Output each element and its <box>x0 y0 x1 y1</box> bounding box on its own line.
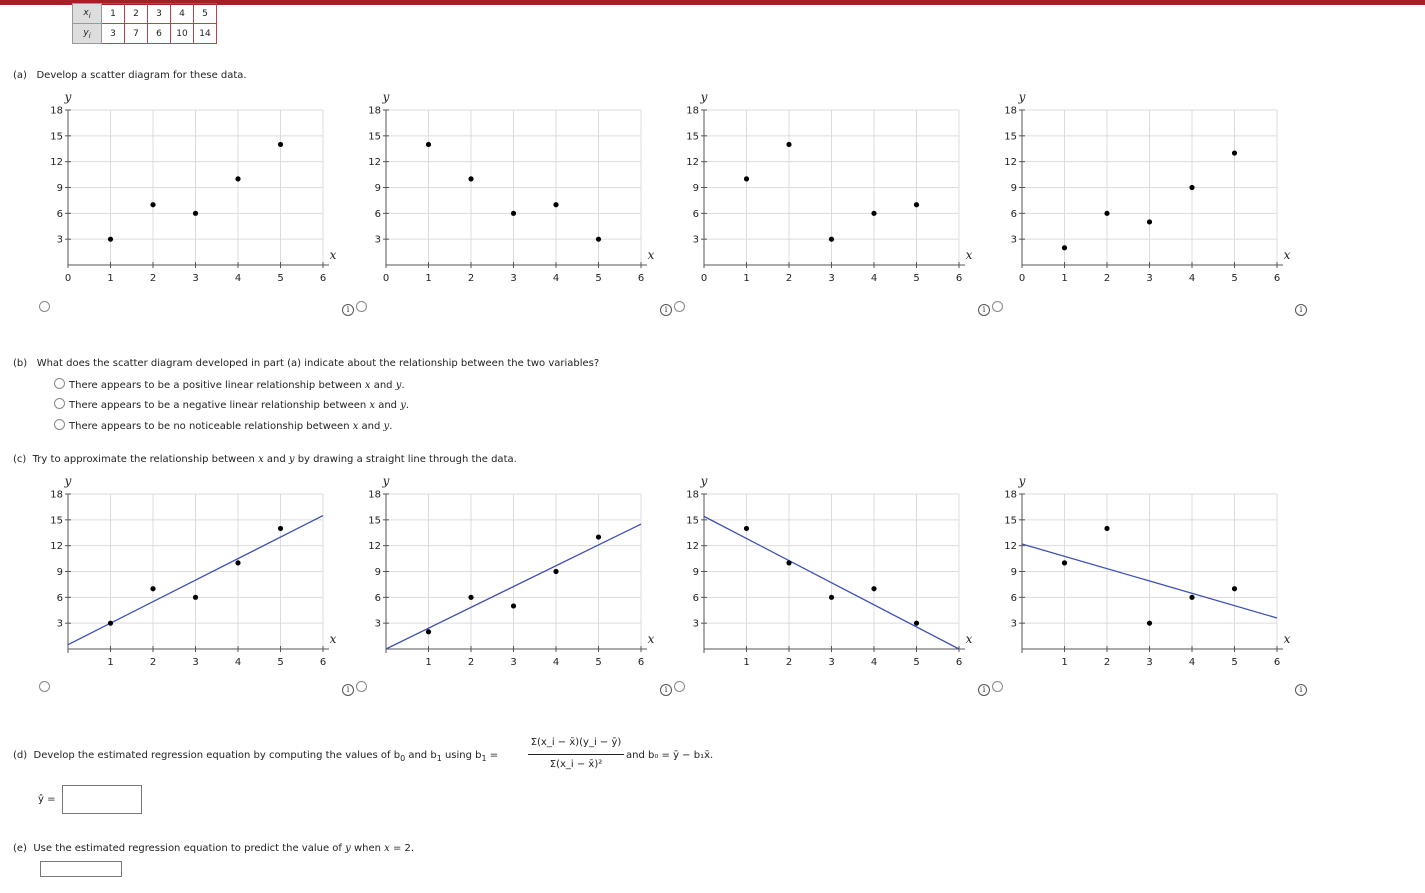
y-tick-label: 3 <box>56 234 63 246</box>
y-tick-label: 9 <box>56 183 63 194</box>
x-tick-label: 4 <box>552 273 560 284</box>
data-point <box>426 629 431 634</box>
y-tick-label: 15 <box>686 131 699 143</box>
x-tick-label: 2 <box>149 273 157 284</box>
option-text: and <box>358 421 384 432</box>
x-tick-label: 1 <box>107 273 114 284</box>
y-cell: 10 <box>171 24 194 44</box>
data-point <box>426 142 431 147</box>
scatter-chart-a4 <box>984 88 1304 288</box>
x-tick-label: 3 <box>1146 657 1153 668</box>
x-tick-label: 6 <box>319 657 327 668</box>
x-tick-label: 6 <box>637 273 645 284</box>
x-tick-label: 6 <box>955 273 963 284</box>
data-point <box>468 595 473 600</box>
part-a-question <box>13 70 247 81</box>
radio-button[interactable] <box>54 398 65 409</box>
data-point <box>829 595 834 600</box>
regression-equation-input[interactable] <box>62 785 142 814</box>
y-cell: 6 <box>148 24 171 44</box>
data-point <box>193 211 198 216</box>
x-tick-label: 6 <box>1273 657 1281 668</box>
x-tick-label: 1 <box>743 657 750 668</box>
data-point <box>150 202 155 207</box>
data-point <box>1189 185 1194 190</box>
data-point <box>193 595 198 600</box>
y-tick-label: 9 <box>692 183 699 194</box>
formula-denominator: Σ(x_i − x̄)² <box>549 759 603 770</box>
data-point <box>1189 595 1194 600</box>
part-a-option-1-radio[interactable] <box>39 301 50 312</box>
y-cell: 7 <box>125 24 148 44</box>
option-text: . <box>389 421 393 432</box>
y-tick-label: 3 <box>1010 234 1017 246</box>
y-axis-label: y <box>382 90 390 104</box>
part-c-option-2-radio[interactable] <box>356 681 367 692</box>
option-text: There appears to be no noticeable relationship between <box>69 421 353 432</box>
y-tick-label: 18 <box>686 105 699 117</box>
info-icon[interactable]: i <box>660 684 672 696</box>
x-tick-label: 4 <box>1188 273 1196 284</box>
y-tick-label: 9 <box>1010 183 1017 194</box>
data-point <box>1232 586 1237 591</box>
part-c-option-3-radio[interactable] <box>674 681 685 692</box>
y-tick-label: 9 <box>56 567 63 578</box>
data-point <box>744 176 749 181</box>
y-tick-label: 15 <box>1004 131 1017 143</box>
yhat-label: ŷ = <box>38 794 56 805</box>
y-tick-label: 9 <box>692 567 699 578</box>
info-icon[interactable]: i <box>978 684 990 696</box>
part-a-option-2-radio[interactable] <box>356 301 367 312</box>
data-point <box>1062 560 1067 565</box>
option-text: and <box>370 380 396 391</box>
y-tick-label: 6 <box>692 208 699 220</box>
x-tick-label: 3 <box>828 273 835 284</box>
data-point <box>1232 150 1237 155</box>
option-text: There appears to be a positive linear relationship between <box>69 380 365 391</box>
x-tick-label: 5 <box>595 657 602 668</box>
x-tick-label: 1 <box>425 657 432 668</box>
y-tick-label: 15 <box>50 515 63 527</box>
part-e-var-y: y <box>345 843 351 854</box>
y-tick-label: 15 <box>368 515 381 527</box>
x-cell: 1 <box>102 4 125 24</box>
x-row <box>73 4 217 24</box>
part-c-question <box>13 454 517 465</box>
subscript: 1 <box>436 754 442 763</box>
scatter-chart-a2 <box>348 88 668 288</box>
part-c-var-y: y <box>288 454 295 465</box>
scatter-chart-a3 <box>666 88 986 288</box>
option-text: There appears to be a negative linear relationship between <box>69 400 370 411</box>
x-tick-label: 4 <box>234 273 242 284</box>
x-axis-label: x <box>1283 248 1291 262</box>
x-tick-label: 2 <box>785 273 793 284</box>
part-d-text: Develop the estimated regression equation by computing the values of b <box>33 750 401 761</box>
data-table <box>72 3 217 44</box>
y-tick-label: 6 <box>1010 592 1017 604</box>
part-a-text: Develop a scatter diagram for these data. <box>36 70 247 81</box>
part-d-question <box>13 750 498 763</box>
data-point <box>108 621 113 626</box>
x-tick-label: 6 <box>955 657 963 668</box>
line-chart-c1 <box>30 472 350 672</box>
y-header: $y_i$ <box>73 24 102 44</box>
data-point <box>786 560 791 565</box>
y-axis-label: y <box>1018 474 1026 488</box>
data-point <box>596 534 601 539</box>
option-var-y: y <box>400 400 406 411</box>
data-point <box>596 237 601 242</box>
x-tick-label: 2 <box>1103 273 1111 284</box>
x-axis-label: x <box>329 632 337 646</box>
radio-button[interactable] <box>54 378 65 389</box>
x-axis-label: x <box>329 248 337 262</box>
x-tick-label: 4 <box>1188 657 1196 668</box>
x-tick-label: 5 <box>277 657 284 668</box>
x-tick-label: 2 <box>467 273 475 284</box>
line-chart-c2 <box>348 472 668 672</box>
data-point <box>511 603 516 608</box>
info-icon[interactable]: i <box>342 304 354 316</box>
data-point <box>553 202 558 207</box>
line-chart-c4 <box>984 472 1304 672</box>
x-tick-label: 3 <box>510 273 517 284</box>
y-axis-label: y <box>64 474 72 488</box>
x-tick-label: 1 <box>107 657 114 668</box>
data-point <box>744 526 749 531</box>
x-tick-label: 1 <box>1061 273 1068 284</box>
x-tick-label: 2 <box>149 657 157 668</box>
part-b-option-positive[interactable] <box>54 378 405 391</box>
x-tick-label: 4 <box>234 657 242 668</box>
data-point <box>1104 211 1109 216</box>
x-tick-label: 0 <box>382 273 390 284</box>
x-axis-label: x <box>647 632 655 646</box>
y-tick-label: 15 <box>50 131 63 143</box>
data-point <box>1104 526 1109 531</box>
x-tick-label: 6 <box>319 273 327 284</box>
x-tick-label: 2 <box>1103 657 1111 668</box>
data-point <box>1147 219 1152 224</box>
x-tick-label: 4 <box>870 273 878 284</box>
part-e-var-x: x <box>384 843 390 854</box>
option-text: . <box>401 380 405 391</box>
x-axis-label: x <box>1283 632 1291 646</box>
y-tick-label: 9 <box>374 183 381 194</box>
y-tick-label: 18 <box>50 105 63 117</box>
x-tick-label: 5 <box>595 273 602 284</box>
data-point <box>553 569 558 574</box>
part-c-text: and <box>263 454 289 465</box>
data-point <box>1062 245 1067 250</box>
data-point <box>786 142 791 147</box>
x-cell: 3 <box>148 4 171 24</box>
part-c-option-4-radio[interactable] <box>992 681 1003 692</box>
data-point <box>1147 621 1152 626</box>
option-var-x: x <box>364 380 371 391</box>
x-tick-label: 6 <box>1273 273 1281 284</box>
x-tick-label: 4 <box>552 657 560 668</box>
prediction-input[interactable] <box>40 861 122 877</box>
part-d-text: and b <box>405 750 437 761</box>
y-tick-label: 18 <box>368 489 381 501</box>
part-c-var-x: x <box>258 454 264 465</box>
x-tick-label: 3 <box>828 657 835 668</box>
part-b-text: What does the scatter diagram developed in part (a) indicate about the relationship between the two variables? <box>36 358 600 369</box>
part-d-label: (d) <box>13 750 28 761</box>
option-var-x: x <box>352 421 359 432</box>
y-axis-label: y <box>700 474 708 488</box>
data-point <box>871 211 876 216</box>
y-tick-label: 3 <box>56 618 63 630</box>
y-tick-label: 12 <box>50 157 63 169</box>
y-tick-label: 18 <box>686 489 699 501</box>
x-tick-label: 0 <box>700 273 708 284</box>
x-tick-label: 3 <box>510 657 517 668</box>
part-e-text: when <box>350 843 385 854</box>
x-tick-label: 5 <box>913 273 920 284</box>
y-tick-label: 3 <box>1010 618 1017 630</box>
part-e-text: = 2. <box>389 843 415 854</box>
x-tick-label: 4 <box>870 657 878 668</box>
x-tick-label: 3 <box>192 657 199 668</box>
x-header: $x_i$ <box>73 4 102 24</box>
part-d-text: = <box>486 750 499 761</box>
info-icon[interactable]: i <box>1295 684 1307 696</box>
y-tick-label: 18 <box>1004 105 1017 117</box>
x-cell: 4 <box>171 4 194 24</box>
data-point <box>829 237 834 242</box>
part-a-option-3-radio[interactable] <box>674 301 685 312</box>
part-b-option-none[interactable] <box>54 419 392 432</box>
x-tick-label: 0 <box>1018 273 1026 284</box>
x-tick-label: 2 <box>467 657 475 668</box>
part-a-label: (a) <box>13 70 27 81</box>
y-tick-label: 15 <box>1004 515 1017 527</box>
data-point <box>235 176 240 181</box>
info-icon[interactable]: i <box>978 304 990 316</box>
x-axis-label: x <box>965 248 973 262</box>
y-axis-label: y <box>1018 90 1026 104</box>
y-tick-label: 6 <box>374 208 381 220</box>
x-tick-label: 2 <box>785 657 793 668</box>
line-chart-c3 <box>666 472 986 672</box>
option-var-y: y <box>383 421 390 432</box>
y-tick-label: 3 <box>374 618 381 630</box>
y-tick-label: 12 <box>368 541 381 553</box>
radio-button[interactable] <box>54 419 65 430</box>
option-var-y: y <box>395 380 402 391</box>
option-var-x: x <box>369 400 376 411</box>
y-tick-label: 12 <box>1004 157 1017 169</box>
x-cell: 5 <box>194 4 217 24</box>
y-axis-label: y <box>64 90 72 104</box>
part-c-text: by drawing a straight line through the data. <box>294 454 517 465</box>
x-axis-label: x <box>965 632 973 646</box>
y-axis-label: y <box>700 90 708 104</box>
info-icon[interactable]: i <box>1295 304 1307 316</box>
part-b-option-negative[interactable] <box>54 398 409 411</box>
part-c-label: (c) <box>13 454 27 465</box>
scatter-chart-a1 <box>30 88 350 288</box>
y-tick-label: 6 <box>692 592 699 604</box>
data-point <box>278 526 283 531</box>
y-cell: 14 <box>194 24 217 44</box>
data-point <box>914 202 919 207</box>
y-tick-label: 6 <box>374 592 381 604</box>
y-tick-label: 18 <box>1004 489 1017 501</box>
data-point <box>871 586 876 591</box>
data-point <box>511 211 516 216</box>
part-b-label: (b) <box>13 358 28 369</box>
y-cell: 3 <box>102 24 125 44</box>
info-icon[interactable]: i <box>660 304 672 316</box>
data-point <box>150 586 155 591</box>
y-tick-label: 6 <box>56 592 63 604</box>
y-tick-label: 9 <box>374 567 381 578</box>
y-tick-label: 9 <box>1010 567 1017 578</box>
y-tick-label: 18 <box>368 105 381 117</box>
option-text: and <box>375 400 401 411</box>
y-tick-label: 12 <box>686 157 699 169</box>
data-point <box>235 560 240 565</box>
y-tick-label: 6 <box>1010 208 1017 220</box>
y-tick-label: 12 <box>50 541 63 553</box>
x-tick-label: 1 <box>425 273 432 284</box>
x-cell: 2 <box>125 4 148 24</box>
info-icon[interactable]: i <box>342 684 354 696</box>
part-e-label: (e) <box>13 843 27 854</box>
x-tick-label: 3 <box>1146 273 1153 284</box>
y-axis-label: y <box>382 474 390 488</box>
option-text: . <box>405 400 410 411</box>
part-c-text: Try to approximate the relationship between <box>32 454 259 465</box>
x-tick-label: 3 <box>192 273 199 284</box>
x-tick-label: 1 <box>1061 657 1068 668</box>
y-tick-label: 12 <box>368 157 381 169</box>
y-row <box>73 24 217 44</box>
data-point <box>914 621 919 626</box>
x-tick-label: 0 <box>64 273 72 284</box>
y-tick-label: 3 <box>692 234 699 246</box>
x-tick-label: 6 <box>637 657 645 668</box>
formula-tail: and b₀ = ȳ − b₁x̄. <box>626 750 714 761</box>
y-tick-label: 12 <box>686 541 699 553</box>
part-a-option-4-radio[interactable] <box>992 301 1003 312</box>
y-tick-label: 12 <box>1004 541 1017 553</box>
part-e-text: Use the estimated regression equation to predict the value of <box>33 843 346 854</box>
data-point <box>278 142 283 147</box>
x-tick-label: 1 <box>743 273 750 284</box>
part-d-text: using b <box>441 750 482 761</box>
y-tick-label: 6 <box>56 208 63 220</box>
formula-numerator: Σ(x_i − x̄)(y_i − ȳ) <box>530 737 622 748</box>
y-tick-label: 15 <box>686 515 699 527</box>
data-point <box>468 176 473 181</box>
subscript: 0 <box>400 754 406 763</box>
x-tick-label: 5 <box>913 657 920 668</box>
x-tick-label: 5 <box>1231 657 1238 668</box>
part-c-option-1-radio[interactable] <box>39 681 50 692</box>
y-tick-label: 3 <box>374 234 381 246</box>
part-b-question <box>13 358 599 369</box>
y-tick-label: 18 <box>50 489 63 501</box>
x-tick-label: 5 <box>277 273 284 284</box>
x-axis-label: x <box>647 248 655 262</box>
x-tick-label: 5 <box>1231 273 1238 284</box>
y-tick-label: 3 <box>692 618 699 630</box>
part-e-question <box>13 843 414 854</box>
fraction-bar <box>528 754 624 755</box>
data-point <box>108 237 113 242</box>
subscript: 1 <box>481 754 487 763</box>
y-tick-label: 15 <box>368 131 381 143</box>
